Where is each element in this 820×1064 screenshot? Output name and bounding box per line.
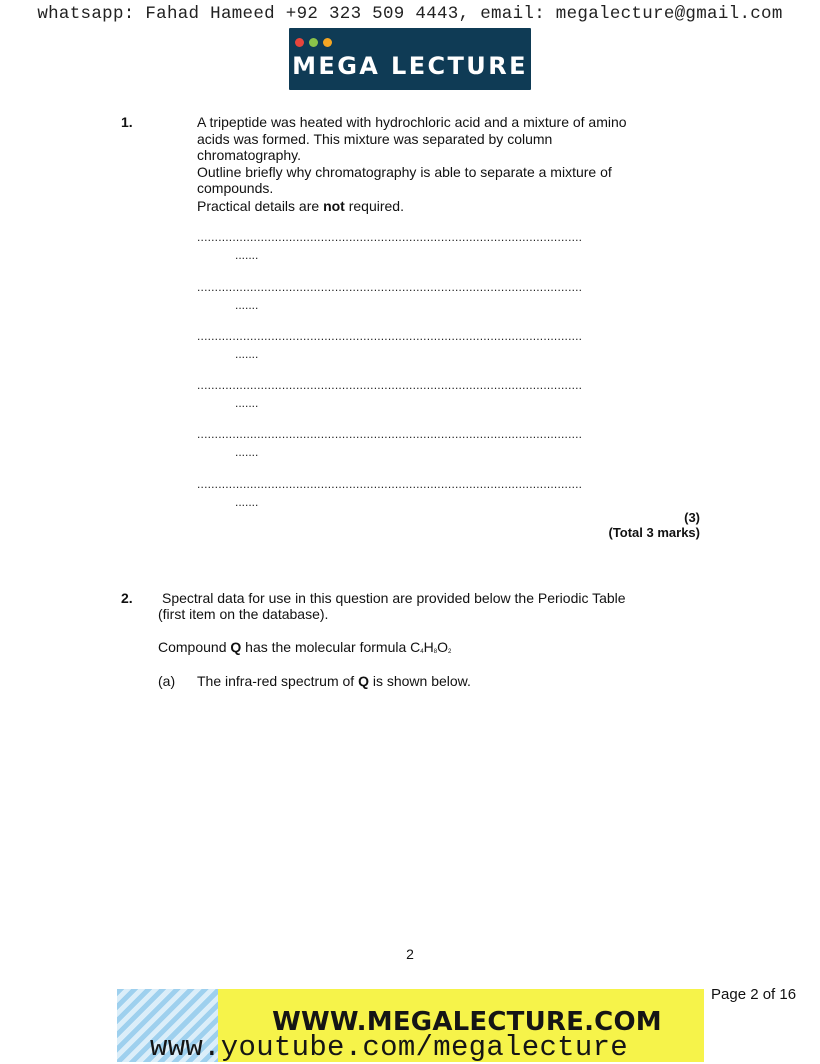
green-dot-icon [309,38,318,47]
part-a-q: Q [358,673,369,689]
answer-line-6-cont: ....... [235,495,259,509]
practical-note-post: required. [344,197,404,214]
part-a-label: (a) [158,673,176,689]
question-1-line: A tripeptide was heated with hydrochloric acid and a mixture of amino [197,114,627,130]
formula-o: O [437,639,448,655]
question-1-line: Outline briefly why chromatography is able to separate a mixture of [197,163,612,180]
red-dot-icon [295,38,304,47]
answer-line-1-cont: ....... [235,248,259,262]
practical-note-pre: Practical details are [197,197,324,214]
formula-c-subscript: 4 [420,649,424,655]
part-a-text [197,673,471,690]
question-2-line: Spectral data for use in this question are provided below the Periodic Table [162,590,626,606]
answer-line-5-cont: ....... [235,445,259,459]
question-2-line: (first item on the database). [158,606,329,622]
marks: (3) [684,510,700,525]
compound-pre: Compound [158,639,231,655]
answer-line-3[interactable]: ............................................................................................................. [197,329,583,343]
compound-q: Q [230,639,242,655]
answer-line-4-cont: ....... [235,396,259,410]
question-1-line: compounds. [197,180,274,196]
question-1-number: 1. [121,114,133,130]
total-marks: (Total 3 marks) [608,525,700,540]
page-of-label: Page 2 of 16 [711,986,797,1003]
question-2-number: 2. [121,590,133,606]
practical-note-bold: not [323,197,345,214]
answer-line-1[interactable]: ............................................................................................................. [197,230,583,244]
contact-line: whatsapp: Fahad Hameed +92 323 509 4443, email: megalecture@gmail.com [37,4,783,24]
question-1-line: acids was formed. This mixture was separated by column [197,130,553,147]
page-number: 2 [406,946,414,962]
youtube-link[interactable]: www.youtube.com/megalecture [150,1031,628,1064]
answer-line-2-cont: ....... [235,298,259,312]
answer-line-4[interactable]: ............................................................................................................. [197,378,583,392]
formula-o-subscript: 2 [447,649,452,655]
compound-formula-text: has the molecular formula C [241,639,421,655]
part-a-pre: The infra-red spectrum of [197,673,359,689]
part-a-post: is shown below. [368,673,471,689]
question-1-line: chromatography. [197,147,302,163]
compound-statement [158,639,451,656]
logo-text: MEGA LECTURE [292,52,528,80]
orange-dot-icon [323,38,332,47]
formula-h-subscript: 8 [433,649,438,655]
answer-line-2[interactable]: ............................................................................................................. [197,280,583,294]
mega-lecture-logo [289,28,531,90]
website-link[interactable]: WWW.MEGALECTURE.COM [272,1007,662,1037]
question-2-text [162,590,626,607]
answer-line-3-cont: ....... [235,347,259,361]
question-1-text [197,114,627,214]
answer-line-6[interactable]: ............................................................................................................. [197,477,583,491]
answer-line-5[interactable]: ............................................................................................................. [197,427,583,441]
formula-h: H [423,639,434,655]
practical-note [197,198,627,215]
